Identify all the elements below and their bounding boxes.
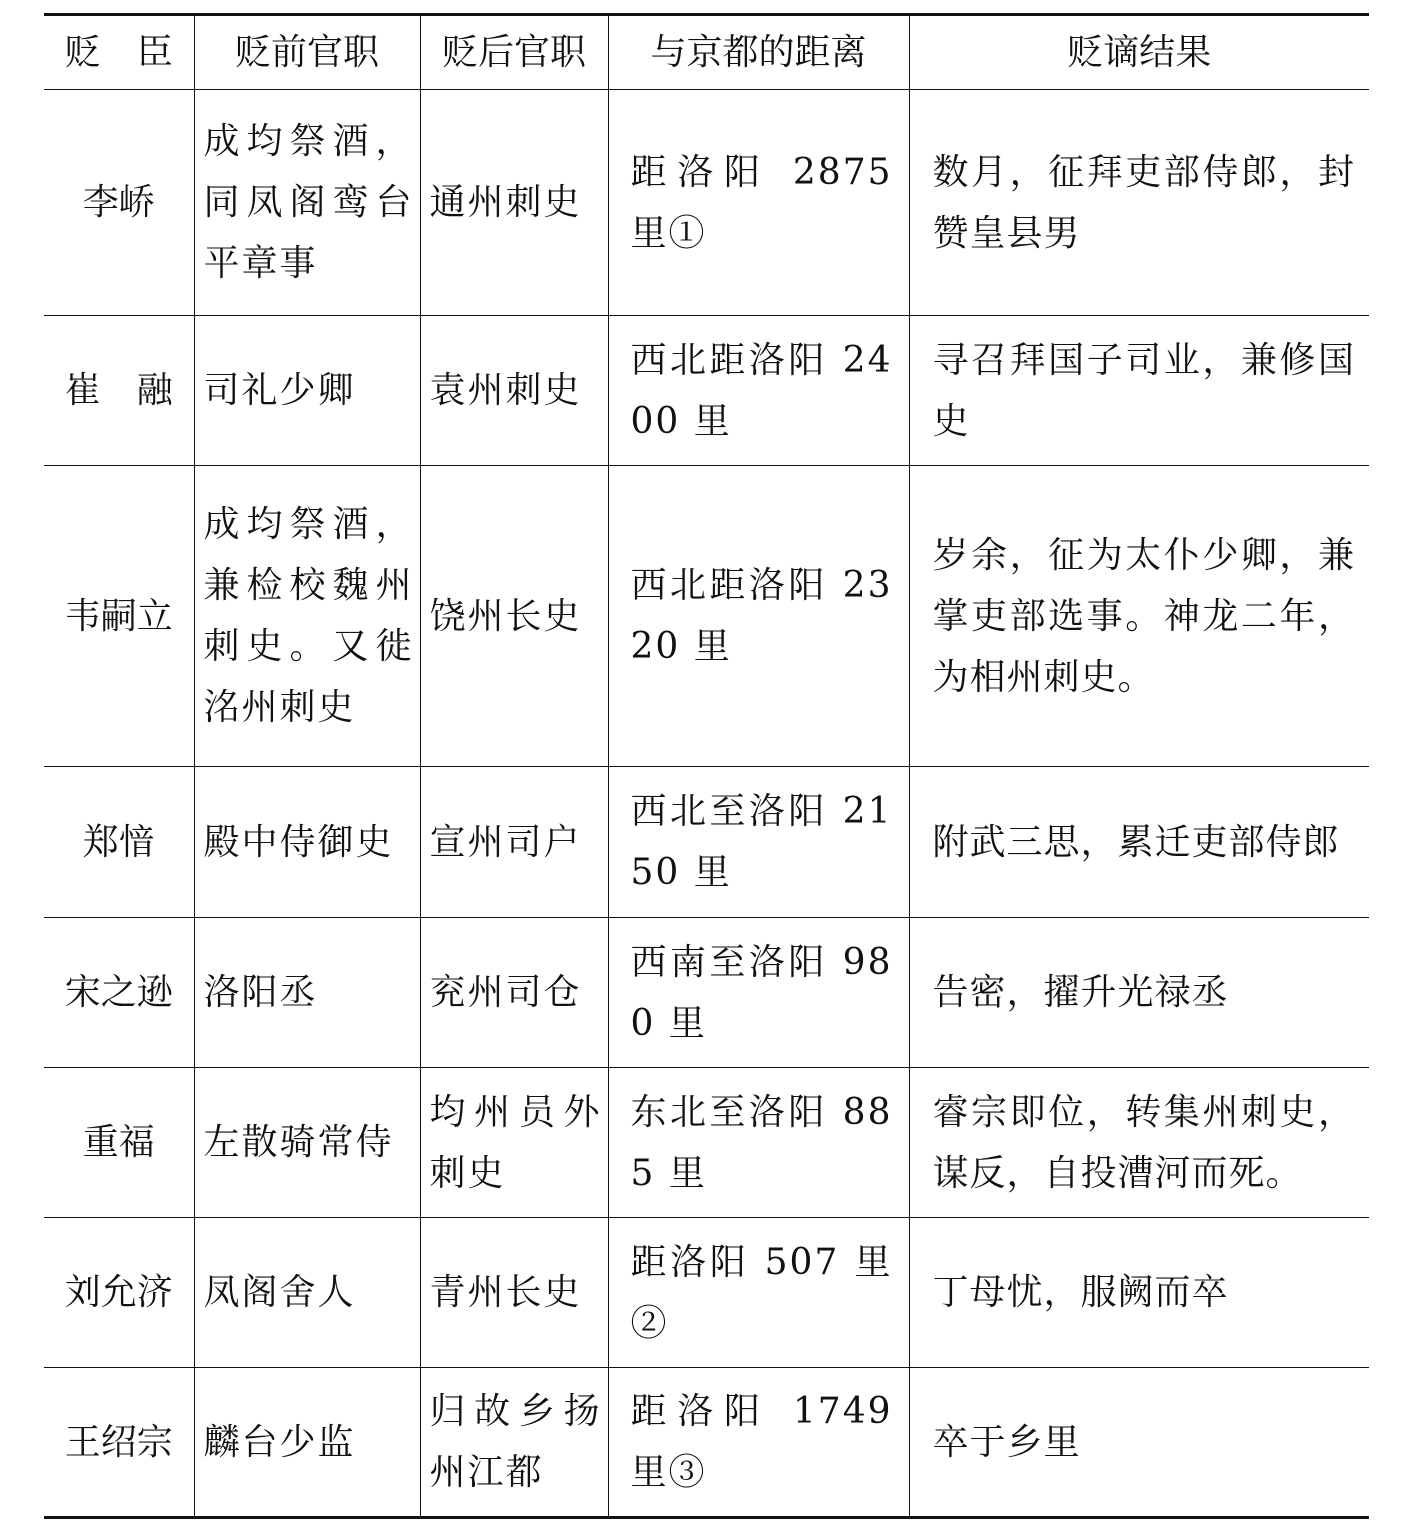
cell-result: 附武三思，累迁吏部侍郎: [909, 767, 1369, 918]
cell-result: 岁余，征为太仆少卿，兼掌吏部选事。神龙二年，为相州刺史。: [909, 466, 1369, 767]
cell-official: 重福: [44, 1068, 194, 1218]
cell-official: 郑愔: [44, 767, 194, 918]
cell-post-after: 袁州刺史: [420, 316, 608, 466]
cell-official: 李峤: [44, 90, 194, 316]
header-row: [44, 15, 1369, 90]
header-post-after: 贬后官职: [420, 15, 608, 90]
cell-post-before: 洛阳丞: [194, 918, 420, 1068]
cell-result: 卒于乡里: [909, 1368, 1369, 1518]
cell-post-after: 青州长史: [420, 1218, 608, 1368]
table-row: [44, 1068, 1369, 1218]
cell-post-after: 饶州长史: [420, 466, 608, 767]
cell-official: 王绍宗: [44, 1368, 194, 1518]
cell-distance: 距洛阳 2875 里①: [608, 90, 909, 316]
table-row: [44, 466, 1369, 767]
table-row: [44, 767, 1369, 918]
cell-post-before: 成均祭酒，同凤阁鸾台平章事: [194, 90, 420, 316]
cell-post-after: 归故乡扬州江都: [420, 1368, 608, 1518]
cell-post-before: 凤阁舍人: [194, 1218, 420, 1368]
cell-distance: 西北距洛阳 2320 里: [608, 466, 909, 767]
cell-post-after: 通州刺史: [420, 90, 608, 316]
cell-distance: 东北至洛阳 885 里: [608, 1068, 909, 1218]
cell-post-before: 左散骑常侍: [194, 1068, 420, 1218]
cell-distance: 西北至洛阳 2150 里: [608, 767, 909, 918]
table-row: [44, 918, 1369, 1068]
table-row: [44, 316, 1369, 466]
cell-post-after: 兖州司仓: [420, 918, 608, 1068]
cell-post-before: 麟台少监: [194, 1368, 420, 1518]
table-row: [44, 90, 1369, 316]
header-result: 贬谪结果: [909, 15, 1369, 90]
cell-post-before: 司礼少卿: [194, 316, 420, 466]
table-row: [44, 1368, 1369, 1518]
cell-result: 告密，擢升光禄丞: [909, 918, 1369, 1068]
cell-official: 崔 融: [44, 316, 194, 466]
cell-post-before: 殿中侍御史: [194, 767, 420, 918]
cell-result: 寻召拜国子司业，兼修国史: [909, 316, 1369, 466]
cell-official: 刘允济: [44, 1218, 194, 1368]
cell-result: 数月，征拜吏部侍郎，封赞皇县男: [909, 90, 1369, 316]
cell-official: 韦嗣立: [44, 466, 194, 767]
cell-distance: 西北距洛阳 2400 里: [608, 316, 909, 466]
cell-result: 睿宗即位，转集州刺史，谋反，自投漕河而死。: [909, 1068, 1369, 1218]
cell-post-before: 成均祭酒，兼检校魏州刺史。又徙洺州刺史: [194, 466, 420, 767]
table-row: [44, 1218, 1369, 1368]
header-official: 贬 臣: [44, 15, 194, 90]
header-post-before: 贬前官职: [194, 15, 420, 90]
cell-post-after: 均州员外刺史: [420, 1068, 608, 1218]
cell-distance: 西南至洛阳 980 里: [608, 918, 909, 1068]
demotion-table: [44, 13, 1369, 1519]
cell-result: 丁母忧，服阙而卒: [909, 1218, 1369, 1368]
cell-distance: 距洛阳 507 里②: [608, 1218, 909, 1368]
cell-official: 宋之逊: [44, 918, 194, 1068]
cell-distance: 距洛阳 1749 里③: [608, 1368, 909, 1518]
cell-post-after: 宣州司户: [420, 767, 608, 918]
header-distance: 与京都的距离: [608, 15, 909, 90]
